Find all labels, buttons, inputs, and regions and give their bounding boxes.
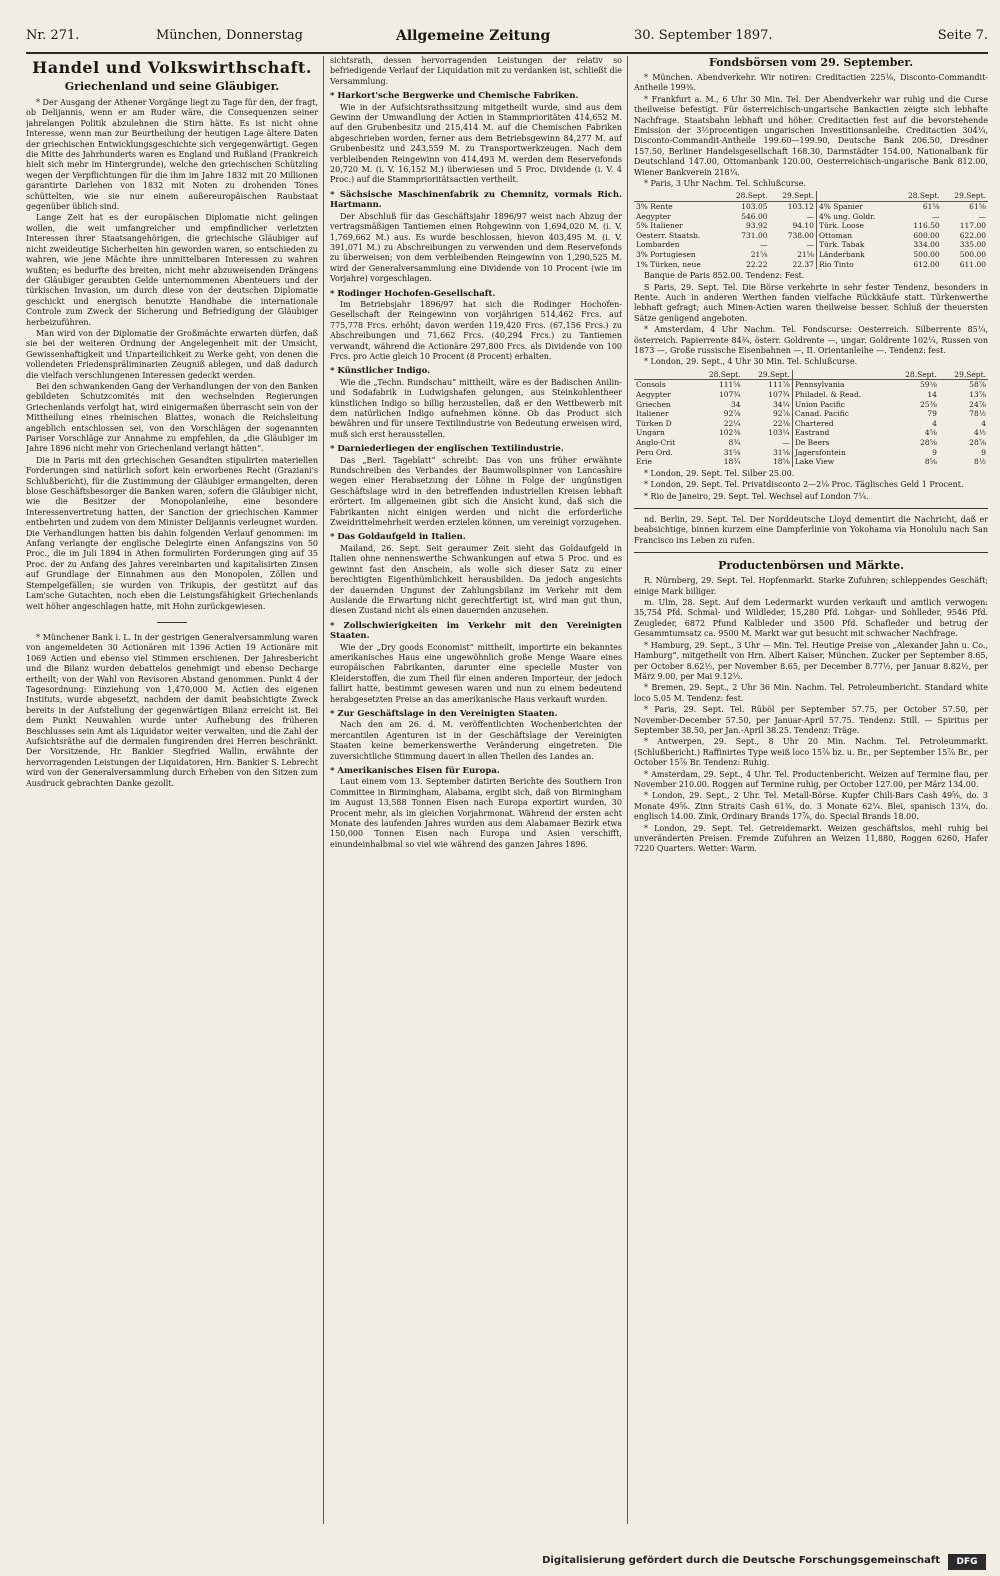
- news-item-title: * Harkort'sche Bergwerke und Chemische Fabriken.: [330, 91, 579, 102]
- news-item-text: Nach den am 26. d. M. veröffentlichten Wochenberichten der mercantilen Agenturen ist in der Geschäftslage der Vereinigten Staaten keine bemerkenswerthe Veränderung eingetreten. Die zuversichtliche Stimmung dauert in allen Theilen des Landes an.: [330, 720, 622, 761]
- news-item-text: Laut einem vom 13. September datirten Berichte des Southern Iron Committee in Birmingham, Alabama, ergibt sich, daß von Birmingham im August 13,588 Tonnen Eisen nach Europa exportirt wurden, 30 Procent mehr, als im gleichen Vorjahrmonat. Während der ersten acht Monate des laufenden Jahres wurden aus dem Alabamaer Bezirk etwa 150,000 Tonnen Eisen nach Europa und Asien verschifft, einundeinhalbmal so viel wie während des ganzen Jahres 1896.: [330, 777, 622, 849]
- price-curr: 28⅞: [969, 438, 986, 448]
- price-curr: 335.00: [959, 240, 986, 250]
- security-name: Union Pacific: [792, 400, 889, 410]
- security-name: Jagersfontein: [792, 448, 889, 458]
- news-item-text: Mailand, 26. Sept. Seit geraumer Zeit sieht das Goldaufgeld in Italien ohne nennenswerthe Schwankungen auf etwa 5 Proc. und es gewinnt fast den Anschein, als wolle sich dieser Satz zu einer berechtigten Eigenthümlichkeit herausbilden. Da jedoch angesichts der dauernden Ungunst der Zahlungsbilanz im Verkehr mit dem Auslande die Erwartung nicht gerechtfertigt ist, wird man gut thun, diesen Zustand nicht als einen dauernden anzusehen.: [330, 543, 622, 616]
- price-prev: 102⅜: [718, 428, 741, 438]
- quote-row: [634, 448, 988, 458]
- news-item: [330, 444, 622, 528]
- footer: [0, 1546, 1000, 1576]
- security-name: Philadel. & Read.: [792, 390, 889, 400]
- price-curr: 103¼: [768, 428, 790, 438]
- news-item-title: * Das Goldaufgeld in Italien.: [330, 532, 466, 543]
- news-item: [330, 91, 622, 186]
- price-prev: 500.00: [913, 250, 940, 260]
- price-curr: 61⅝: [969, 202, 986, 212]
- article-title: Griechenland und seine Gläubiger.: [64, 80, 280, 93]
- market-report: * Paris, 3 Uhr Nachm. Tel. Schlußcurse.: [644, 179, 806, 189]
- price-prev: 107¾: [718, 390, 741, 400]
- price-curr: 117.00: [959, 221, 986, 231]
- quote-row: [634, 250, 988, 260]
- price-prev: 21⅝: [750, 250, 768, 260]
- london-quote-rows: [634, 380, 988, 467]
- market-report: nd. Berlin, 29. Sept. Tel. Der Norddeutsche Lloyd dementirt die Nachricht, daß er beabsichtige, binnen kurzem eine Dampferlinie von Yokohama via Honolulu nach San Francisco ins Leben zu rufen.: [634, 515, 988, 545]
- quote-row: [634, 457, 988, 467]
- news-item: [330, 532, 622, 616]
- price-prev: —: [932, 211, 940, 221]
- quote-row: [634, 390, 988, 400]
- date-col-left: 28.Sept.: [895, 191, 941, 201]
- news-item-text: Der Abschluß für das Geschäftsjahr 1896/97 weist nach Abzug der vertragsmäßigen Tantiemen einen Rohgewinn von 1,694,020 M. (i. V. 1,769,662 M.) aus. Es wurde beschlossen, hievon 403,495 M. (i. V. 391,071 M.) zu Abschreibungen zu verwenden und dem Reservefonds zu überweisen; von dem verbleibenden Reingewinn von 1,290,525 M. wird der Generalversammlung eine Dividende von 10 Procent (wie im Vorjahre) vorgeschlagen.: [330, 211, 622, 284]
- price-prev: 4: [932, 418, 937, 428]
- security-name: 4% Spanier: [816, 202, 895, 212]
- page-number: Seite 7.: [937, 28, 988, 43]
- security-name: Erie: [636, 457, 652, 467]
- quote-row: [634, 380, 988, 390]
- news-item: [330, 621, 622, 705]
- security-name: Eastrand: [792, 428, 889, 438]
- price-curr: 78½: [969, 409, 986, 419]
- place-day: München, Donnerstag: [156, 28, 303, 43]
- market-report: * London, 29. Sept., 4 Uhr 30 Min. Tel. Schlußcurse.: [644, 357, 858, 367]
- date-col-right: 29.Sept.: [770, 191, 817, 201]
- date-col-left: 28.Sept.: [723, 191, 769, 201]
- quote-row: [634, 240, 988, 250]
- funding-credit: Digitalisierung gefördert durch die Deutsche Forschungsgemeinschaft: [542, 1555, 940, 1566]
- quote-row: [634, 419, 988, 429]
- price-prev: 34: [731, 399, 741, 409]
- article-paragraph: Bei den schwankenden Gang der Verhandlungen der von den Banken gebildeten Schutzcomités mit den wechselnden Regierungen Griechenlands verfolgt hat, wird einigermaßen überrascht sein von der Mittheilung eines rheinischen Blattes, wonach die Reichsleitung angeblich entschlossen sei, von den Vorschlägen der sogenannten Pariser Vorschläge zur Annahme zu empfehlen, da „die Gläubiger im Jahre 1896 nicht mehr von Griechenland verlangt hätten“.: [26, 381, 318, 454]
- security-name: De Beers: [792, 438, 889, 448]
- news-item: [330, 709, 622, 762]
- price-prev: 14: [927, 390, 937, 400]
- price-curr: 111⅞: [768, 380, 790, 390]
- price-curr: 21⅝: [797, 250, 814, 260]
- quote-row: [634, 400, 988, 410]
- paris-quote-rows: [634, 202, 988, 270]
- price-prev: 18¾: [723, 457, 741, 467]
- news-item-title: * Künstlicher Indigo.: [330, 366, 431, 377]
- quote-row: [634, 438, 988, 448]
- quote-row: [634, 409, 988, 419]
- header-rule: [26, 52, 988, 54]
- price-curr: 34¼: [773, 399, 790, 409]
- security-name: Türk. Tabak: [816, 240, 895, 250]
- price-prev: 9: [932, 447, 937, 457]
- security-name: Ungarn: [636, 428, 665, 438]
- paper-title: Allgemeine Zeitung: [396, 28, 551, 44]
- price-prev: 546.00: [741, 211, 768, 221]
- security-name: Lake View: [792, 457, 889, 467]
- security-name: 3% Rente: [636, 202, 673, 212]
- price-curr: 92⅞: [773, 409, 790, 419]
- page-header: [26, 30, 988, 50]
- dfg-logo: DFG: [948, 1554, 986, 1570]
- security-name: Pennsylvania: [792, 380, 889, 390]
- product-report: * London, 29. Sept. Tel. Getreidemarkt. Weizen geschäftslos, mehl ruhig bei unveränderten Preisen. Fremde Zufuhren an Weizen 11,880, Roggen 6260, Hafer 7220 Quarters. Wetter: Warm.: [634, 823, 988, 854]
- article-paragraph: Man wird von der Diplomatie der Großmächte erwarten dürfen, daß sie bei der weiteren Ordnung der Angelegenheit mit der Umsicht, Gewissenhaftigkeit und Unparteilichkeit zu Werke geht, von denen die vollendeten Friedenspräliminarien Zeugniß ablegen, und daß dadurch die vielfach verschlungenen Interessen gedeckt werden.: [26, 328, 318, 380]
- news-item-title: * Rodinger Hochofen-Gesellschaft.: [330, 288, 496, 299]
- news-item-title: * Zollschwierigkeiten im Verkehr mit den Vereinigten Staaten.: [330, 620, 622, 642]
- news-item-text: Wie in der Aufsichtsrathssitzung mitgetheilt wurde, sind aus dem Gewinn der Umwandlung der Actien in Stammprioritäten 414,652 M. auf den Grubenbesitz und 215,414 M. auf die Chemischen Fabriken abgeschrieben worden, ferner aus dem Betriebsgewinn 84,277 M. auf Grubenbesitz und 243,559 M. zu Transportwerkzeugen. Nach dem verbleibenden Reingewinn von 414,493 M. werden dem Reservefonds 20,720 M. (i. V. 16,152 M.) überwiesen und 5 Proc. Dividende (i. V. 4 Proc.) auf die Stammprioritätsactien vertheilt.: [330, 102, 622, 185]
- price-curr: 18⅝: [773, 457, 790, 467]
- price-prev: 22.22: [746, 259, 768, 269]
- quote-row: [634, 221, 988, 231]
- news-item-text: Wie der „Dry goods Economist“ mittheilt, importirte ein bekanntes amerikanisches Haus eine ungewöhnlich große Menge Waare eines europäischen Fabrikanten, darunter eine specielle Muster von Kleiderstoffen, die zum Theil für einen anderen Importeur, der jedoch fallirt hatte, bestimmt gewesen waren und nun zu einem bedeutend herabgesetzten Preise an das amerikanische Haus verkauft wurden.: [330, 642, 622, 704]
- issue-number: Nr. 271.: [26, 28, 80, 43]
- security-name: 4% ung. Goldr.: [816, 212, 895, 222]
- security-name: 1% Türken, neue: [636, 259, 701, 269]
- price-curr: 22⅜: [773, 418, 790, 428]
- stock-exchange-title: Fondsbörsen vom 29. September.: [708, 56, 914, 69]
- date-col-left: 28.Sept.: [693, 370, 742, 380]
- news-item: [330, 289, 622, 363]
- price-prev: —: [760, 240, 768, 250]
- product-report: R. Nürnberg, 29. Sept. Tel. Hopfenmarkt. Starke Zufuhren; schleppendes Geschäft; einige Mark billiger.: [634, 576, 988, 596]
- price-prev: 22¼: [723, 418, 741, 428]
- price-curr: —: [806, 211, 814, 221]
- news-item: [330, 366, 622, 440]
- price-prev: 111⅝: [718, 380, 741, 390]
- price-prev: 8⅝: [924, 457, 937, 467]
- market-report: * London, 29. Sept. Tel. Privatdisconto 2—2⅛ Proc. Täglisches Geld 1 Procent.: [644, 480, 964, 490]
- paris-quote-table: [634, 191, 988, 269]
- security-name: Oesterr. Staatsb.: [636, 230, 701, 240]
- price-prev: 31⅝: [723, 447, 741, 457]
- quote-row: [634, 428, 988, 438]
- security-name: 5% Italiener: [636, 221, 683, 231]
- column-continuation: sichtsrath, dessen hervorragenden Leistungen der relativ so befriedigende Verlauf der Liquidation mit zu verdanken ist, schließt die Versammlung.: [330, 56, 622, 86]
- column-1: [26, 56, 318, 1524]
- price-curr: 4½: [973, 428, 986, 438]
- price-curr: 4: [981, 418, 986, 428]
- quote-row: [634, 260, 988, 270]
- price-prev: 28⅝: [920, 438, 937, 448]
- market-report: * London, 29. Sept. Tel. Silber 25.00.: [644, 468, 795, 478]
- date-col-right: 29.Sept.: [939, 370, 988, 380]
- news-item-title: * Zur Geschäftslage in den Vereinigten Staaten.: [330, 708, 558, 719]
- news-item-text: Wie die „Techn. Rundschau“ mittheilt, wäre es der Badischen Anilin- und Sodafabrik in Ludwigshafen gelungen, aus Steinkohlentheer künstlichen Indigo so billig herzustellen, daß er den Wettbewerb mit dem natürlichen Indigo aufnehmen könne. Ob das Product sich bewähren und für unsere Textilindustrie von Bedeutung erweisen wird, muß sich erst herausstellen.: [330, 377, 622, 439]
- security-name: Lombarden: [636, 240, 680, 250]
- news-item-title: * Amerikanisches Eisen für Europa.: [330, 766, 500, 776]
- date-col-left: 28.Sept.: [890, 370, 939, 380]
- price-prev: 59⅛: [920, 380, 937, 390]
- security-name: Peru Ord.: [636, 447, 673, 457]
- news-item-text: Im Betriebsjahr 1896/97 hat sich die Rodinger Hochofen-Gesellschaft der Reingewinn von vorjährigen 514,462 Frcs. auf 775,778 Frcs. erhöht; davon werden 119,420 Frcs. (67,156 Frcs.) zu Abschreibungen und 71,662 Frcs. (40,294 Frcs.) zu Tantiemen verwandt, während die Actionäre 297,800 Frcs. als Dividende von 100 Frcs. pro Actie gleich 10 Procent (8 Procent) erhalten.: [330, 299, 622, 361]
- price-prev: 93.92: [746, 221, 768, 231]
- price-curr: —: [782, 438, 790, 448]
- price-prev: 600.00: [913, 230, 940, 240]
- price-prev: 25⅜: [920, 399, 937, 409]
- article-separator: [157, 622, 187, 623]
- bank-report: * Münchener Bank i. L. In der gestrigen Generalversammlung waren von angemeldeten 30 Actionären mit 1396 Actien 19 Actionäre mit 1069 Actien und ebenso viel Stimmen erschienen. Der Jahresbericht und die Bilanz wurden debattelos genehmigt und ebenso Decharge ertheilt; von der Wahl von Revisoren Abstand genommen. Punkt 4 der Tagesordnung: Einziehung von 1,470,000 M. Actien des eigenen Instituts, wurde abgesetzt, nachdem der damit beabsichtigte Zweck bereits in der Aufstellung der gegenwärtigen Bilanz erreicht ist. Bei dem Punkt Neuwahlen wurde unter Aufhebung des früheren Beschlusses sein Amt als Liquidator weiter verwalten, und die Zahl der Aufsichtsräthe auf die dermalen fungirenden drei Herren beschränkt. Der Vorsitzende, Hr. Bankier Siegfried Wallin, erwähnte der hervorragenden Leistungen der Liquidatoren, Hrn. Bankier S. Lebrecht wird von der Generalversammlung durch Erheben von den Sitzen zum Ausdruck gebrachten Danke gezollt.: [26, 632, 318, 788]
- news-item-title: * Sächsische Maschinenfabrik zu Chemnitz, vormals Rich. Hartmann.: [330, 189, 622, 211]
- issue-date: 30. September 1897.: [634, 28, 773, 43]
- security-name: Türk. Loose: [816, 221, 895, 231]
- market-report: * Rio de Janeiro, 29. Sept. Tel. Wechsel auf London 7¼.: [644, 491, 869, 501]
- security-name: Canad. Pacific: [792, 409, 889, 419]
- section-rule: [634, 552, 988, 553]
- date-col-right: 29.Sept.: [743, 370, 793, 380]
- article-paragraph: Lange Zeit hat es der europäischen Diplomatie nicht gelingen wollen, die weit umfangreicher und empfindlicher verletzten Interessen ihrer Staatsangehörigen, die griechische Gläubiger auf nicht zweideutige Sicherheiten hin geworden waren, so entschieden zu wahren, wie jene Mächte ihre unmittelbaren Interessen zu wahren wußten; es bedurfte des breiten, nicht mehr abzuweisenden Drängens der Gläubiger geraubten Gelde unternommenen Abenteuers und der türkischen Invasion, um durch diese von der deutschen Diplomatie geschickt und energisch benutzte Handhabe die internationale Controle zum Zweck der Sicherung und Befriedigung der Gläubiger herbeizuführen.: [26, 213, 318, 327]
- market-report: * Amsterdam, 4 Uhr Nachm. Tel. Fondscurse: Oesterreich. Silberrente 85¼, österreich. Papierrente 84¾, österr. Goldrente —, ungar. Goldrente 102¼, Russen von 1873 —, Große russische Eisenbahnen —, II. Orientanleihe —. Tendenz: fest.: [634, 325, 988, 356]
- price-prev: 612.00: [913, 259, 940, 269]
- security-name: Chartered: [792, 419, 889, 429]
- section-title: Handel und Volkswirthschaft.: [32, 58, 312, 77]
- price-prev: 8¾: [728, 438, 741, 448]
- price-curr: 738.00: [787, 230, 814, 240]
- price-curr: 8½: [973, 457, 986, 467]
- column-3: [634, 56, 988, 1524]
- market-report: * München. Abendverkehr. Wir notiren: Creditactien 225⅛, Disconto-Commandit-Antheile 199⅜.: [634, 73, 988, 93]
- security-name: Aegypter: [636, 390, 671, 400]
- price-curr: —: [978, 211, 986, 221]
- london-quote-table: [634, 370, 988, 467]
- price-curr: 13⅞: [969, 390, 986, 400]
- column-rule-2: [627, 56, 628, 1524]
- market-report: Banque de Paris 852.00. Tendenz: Fest.: [644, 271, 805, 281]
- price-prev: 61⅝: [922, 202, 940, 212]
- products-title: Productenbörsen und Märkte.: [718, 559, 904, 573]
- security-name: Aegypter: [636, 211, 671, 221]
- price-prev: 103.05: [741, 202, 768, 212]
- product-report: * Bremen, 29. Sept., 2 Uhr 36 Min. Nachm. Tel. Petroleumbericht. Standard white loco 5.05 M. Tendenz: fest.: [634, 683, 988, 703]
- news-item: [330, 766, 622, 850]
- news-item: [330, 190, 622, 285]
- product-report: * Hamburg, 29. Sept., 3 Uhr — Min. Tel. Heutige Preise von „Alexander Jahn u. Co., Hamburg“, mitgetheilt von Hrn. Albert Kaiser, München. Zucker per September 8.65, per October 8.62½, per November 8.65, per December 8.77½, per Januar 8.82½, per März 9.00, per Mai 9.12½.: [634, 640, 988, 681]
- article-paragraph: * Der Ausgang der Athener Vorgänge liegt zu Tage für den, der fragt, ob Delijannis, wenn er am Ruder wäre, die Consequenzen seiner jahrelangen Politik abzulehnen die Stirn hätte. Es ist nicht ohne Interesse, wenn man zur Beurtheilung der heutigen Lage ältere Daten der griechischen Entwicklungsgeschichte sich vergegenwärtigt. Gegen die Mitte des Jahrhunderts waren es England und Rußland (Frankreich hielt sich mehr im Hintergrunde), welche den griechischen Schützling wegen der Verpflichtungen für die ihm im Jahre 1832 mit 20 Millionen garantirte Darlehen von 1832 mit Noten zu drohenden Tones schüttelten, wie sie nur einem außereuropäischen Raubstaat gegenüber üblich sind.: [26, 98, 318, 212]
- price-curr: 22.37: [792, 259, 814, 269]
- price-prev: 92⅞: [723, 409, 741, 419]
- security-name: Länderbank: [816, 250, 895, 260]
- security-name: Ottoman: [816, 231, 895, 241]
- column-rule-1: [323, 56, 324, 1524]
- product-report: * London, 29. Sept., 2 Uhr. Tel. Metall-Börse. Kupfer Chili-Bars Cash 49⅝, do. 3 Monate 49⅝. Zinn Straits Cash 61⅜, do. 3 Monate 62¼. Blei, spanisch 13¼, do. englisch 14.00. Zink, Ordinary Brands 17⅞, do. Special Brands 18.00.: [634, 791, 988, 822]
- column-2: [330, 56, 622, 1524]
- quote-row: [634, 202, 988, 212]
- price-curr: 24⅞: [969, 399, 986, 409]
- price-curr: —: [806, 240, 814, 250]
- price-prev: 334.00: [913, 240, 940, 250]
- price-curr: 9: [981, 447, 986, 457]
- market-report: S Paris, 29. Sept. Tel. Die Börse verkehrte in sehr fester Tendenz, besonders in Rente. Auch in anderen Werthen fanden vielfache Rückkäufe statt. Türkenwerthe lebhaft gefragt; auch Minen-Actien waren theilweise besser. Schluß der theuersten Sätze genügend angeboten.: [634, 282, 988, 323]
- security-name: Rio Tinto: [816, 260, 895, 270]
- security-name: Griechen: [636, 399, 671, 409]
- date-col-right: 29.Sept.: [942, 191, 988, 201]
- security-name: 3% Portugiesen: [636, 250, 696, 260]
- price-curr: 622.00: [959, 230, 986, 240]
- news-item-text: Das „Berl. Tageblatt“ schreibt: Das von uns früher erwähnte Rundschreiben des Verbandes der Baumwollspinner von Lancashire wegen einer Herabsetzung der Löhne in Folge der ungünstigen Geschäftslage wird in den betreffenden industriellen Kreisen lebhaft erörtert. Im allgemeinen gibt sich die Ansicht kund, daß sich die Fabrikanten nicht einigen werden und nicht die erforderliche Zweidrittelmehrheit werden erzielen können, um vereinigt vorzugehen.: [330, 455, 622, 528]
- price-prev: 731.00: [741, 230, 768, 240]
- price-curr: 31⅝: [773, 447, 790, 457]
- news-item-title: * Darniederliegen der englischen Textilindustrie.: [330, 444, 564, 455]
- product-report: * Paris, 29. Sept. Tel. Rüböl per September 57.75, per October 57.50, per November-December 57.50, per Januar-April 57.75. Tendenz: Still. — Spiritus per September 38.50, per Jan.-April 38.25. Tendenz: Träge.: [634, 705, 988, 735]
- market-report: * Frankfurt a. M., 6 Uhr 30 Min. Tel. Der Abendverkehr war ruhig und die Curse theilweise befestigt. Für österreichisch-ungarische Bankactien zeigte sich lebhafte Nachfrage. Staatsbahn lebhaft und höher. Creditactien fest auf die bevorstehende Emission der 3½procentigen ungarischen Investitionsanleihe. Creditactien 304¼, Disconto-Commandit-Antheile 199.60—199.90, Deutsche Bank 206.50, Dresdner 157.50, Berliner Handelsgesellschaft 168.30, Darmstädter 154.00, Nationalbank für Deutschland 147.00, Ottomanbank 120.00, Oesterreichisch-ungarische Bank 812.00, Wiener Bankverein 218¼.: [634, 94, 988, 177]
- article-paragraph: Die in Paris mit den griechischen Gesandten stipulirten materiellen Forderungen sind natürlich sofort kein erworbenes Recht (Graziani's Schlußbericht), für die Zustimmung der Gläubiger ermangelten, deren blose Geschäftsbesorger die Banken waren, sofern die Gläubiger nicht, wie die Besitzer der Monopolanleihe, eine besondere Interessenvertretung hatten, der Sanction der griechischen Kammer entbehrten und zudem von dem Minister Delijannis verleugnet wurden. Die Verhandlungen hatten bis dahin folgenden Verlauf genommen: im Anfang verlangte der englische Delegirte einen Anfangszins von 50 Proc., die im Juli 1894 in Athen formulirten Forderungen ging auf 35 Proc. der zu Anfang des Jahres vereinbarten und kapitalisirten Zinsen auf Grundlage der Einnahmen aus den Monopolen, Zöllen und Stempelgefällen; sie wurden von Trikupis, der gestützt auf das Lam'sche Gutachten, noch eben die Leistungsfähigkeit Griechenlands weit höher angeschlagen hatte, mit Hohn zurückgewiesen.: [26, 455, 318, 611]
- quote-table-header: [634, 370, 988, 380]
- quote-row: [634, 231, 988, 241]
- price-curr: 500.00: [959, 250, 986, 260]
- price-prev: 4⅝: [924, 428, 937, 438]
- product-report: m. Ulm, 28. Sept. Auf dem Ledermarkt wurden verkauft und amtlich verwogen: 35,754 Pfd. Schmal- und Wildleder, 15,280 Pfd. Lohgar- und Sohlleder, 9546 Pfd. Zeugleder, 6872 Pfund Kalbleder und 3500 Pfd. Schafleder und betrug der Gesammtumsatz ca. 9500 M. Markt war gut besucht mit schwacher Nachfrage.: [634, 598, 988, 639]
- quote-table-header: [634, 191, 988, 201]
- price-curr: 94.10: [792, 221, 814, 231]
- price-curr: 58⅞: [969, 380, 986, 390]
- price-curr: 103.12: [787, 202, 814, 212]
- price-curr: 107¾: [768, 390, 790, 400]
- security-name: Consols: [636, 380, 666, 390]
- security-name: Türken D: [636, 418, 672, 428]
- product-report: * Amsterdam, 29. Sept., 4 Uhr. Tel. Productenbericht. Weizen auf Termine flau, per November 210.00. Roggen auf Termine ruhig, per October 127.00, per März 134.00.: [634, 769, 988, 789]
- security-name: Anglo-Crit: [636, 438, 676, 448]
- security-name: Italiener: [636, 409, 669, 419]
- quote-row: [634, 212, 988, 222]
- section-rule: [634, 508, 988, 509]
- price-prev: 116.50: [913, 221, 940, 231]
- price-prev: 79: [927, 409, 937, 419]
- product-report: * Antwerpen, 29. Sept., 8 Uhr 20 Min. Nachm. Tel. Petroleummarkt. (Schlußbericht.) Raffinirtes Type weiß loco 15⅞ bz. u. Br., per September 15⅞ Br., per October 15⅞ Br. Tendenz: Ruhig.: [634, 737, 988, 768]
- price-curr: 611.00: [959, 259, 986, 269]
